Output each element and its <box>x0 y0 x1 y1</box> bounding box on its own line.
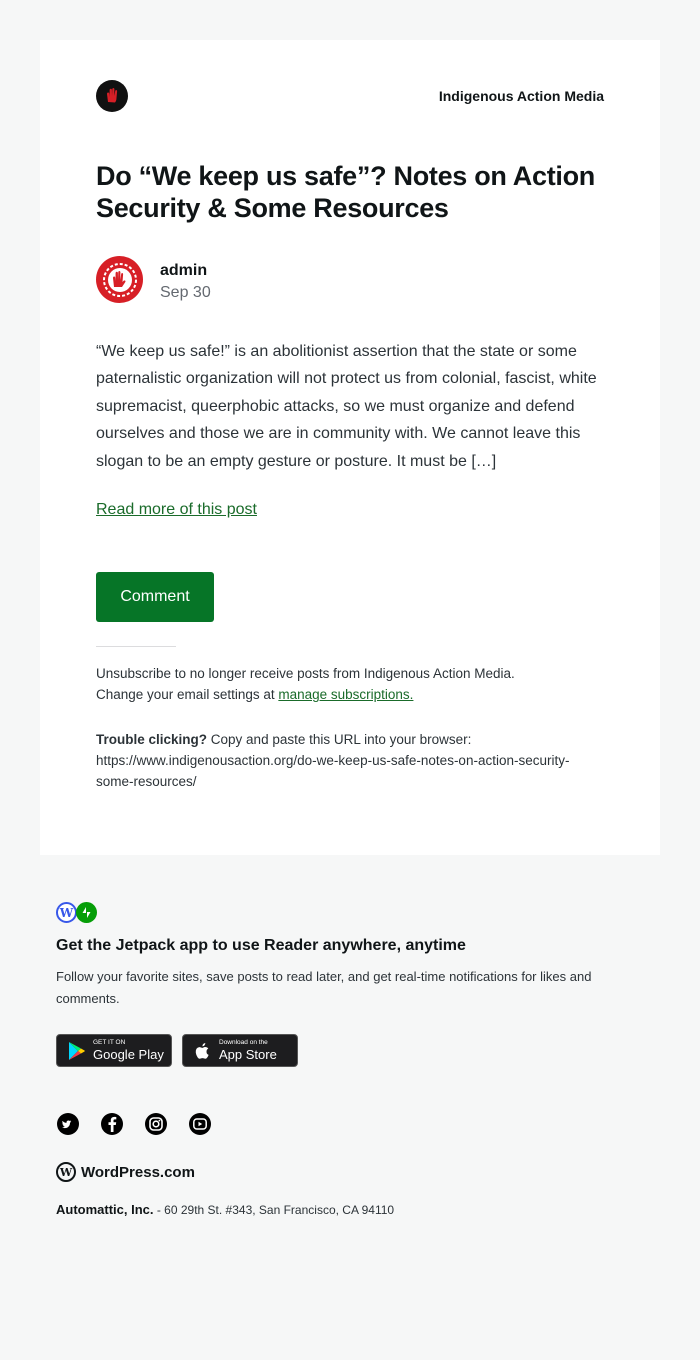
youtube-icon[interactable] <box>189 1113 211 1135</box>
trouble-clicking-info <box>96 729 608 792</box>
trouble-label: Trouble clicking? <box>96 732 208 747</box>
jetpack-heading: Get the Jetpack app to use Reader anywhere, anytime <box>56 937 466 954</box>
google-play-small-text: GET IT ON <box>93 1039 126 1047</box>
instagram-icon[interactable] <box>145 1113 167 1135</box>
post-url-line1: https://www.indigenousaction.org/do-we-keep-us-safe-notes-on-action-security- <box>96 753 570 768</box>
author-name[interactable]: admin <box>160 262 208 279</box>
trouble-text: Copy and paste this URL into your browser: <box>207 732 472 747</box>
site-logo-icon[interactable] <box>96 80 128 112</box>
google-play-button[interactable] <box>56 1034 172 1067</box>
read-more-link[interactable]: Read more of this post <box>96 501 257 518</box>
footer-logos <box>56 902 97 923</box>
jetpack-description: Follow your favorite sites, save posts to read later, and get real-time notifications for likes and comments. <box>56 969 592 1006</box>
post-url-line2: some-resources/ <box>96 774 197 789</box>
app-store-button[interactable] <box>182 1034 298 1067</box>
site-name[interactable]: Indigenous Action Media <box>438 88 604 104</box>
apple-icon <box>193 1040 213 1062</box>
wordpress-logo-icon: W <box>56 1162 76 1182</box>
author-avatar[interactable] <box>96 256 143 303</box>
jetpack-icon <box>76 902 97 923</box>
divider <box>96 646 176 647</box>
red-hand-avatar-icon <box>100 260 140 300</box>
unsubscribe-text[interactable]: Unsubscribe to no longer receive posts from Indigenous Action Media. <box>96 666 515 681</box>
app-store-big-text: App Store <box>219 1046 277 1062</box>
wordpress-com-brand[interactable] <box>56 1162 195 1182</box>
wordpress-icon: W <box>56 902 77 923</box>
manage-subscriptions-link[interactable]: manage subscriptions. <box>278 687 414 702</box>
company-address <box>56 1202 394 1217</box>
google-play-big-text: Google Play <box>93 1046 164 1062</box>
post-excerpt: “We keep us safe!” is an abolitionist assertion that the state or some paternalistic organization will not protect us from colonial, fascist, white supremacist, queerphobic attacks, so we must organize and defend ourselves and those we are in community with. We cannot leave this slogan to be an empty gesture or posture. It must be […] <box>96 343 597 470</box>
post-title[interactable]: Do “We keep us safe”? Notes on Action Security & Some Resources <box>96 161 595 223</box>
comment-button[interactable]: Comment <box>96 572 214 622</box>
address-text: - 60 29th St. #343, San Francisco, CA 94110 <box>153 1203 395 1217</box>
google-play-icon <box>65 1040 87 1062</box>
post-date: Sep 30 <box>160 284 211 301</box>
twitter-icon[interactable] <box>57 1113 79 1135</box>
unsubscribe-info <box>96 663 515 705</box>
wordpress-com-text: WordPress.com <box>81 1163 195 1181</box>
email-card <box>40 40 660 855</box>
change-settings-text: Change your email settings at <box>96 687 279 702</box>
facebook-icon[interactable] <box>101 1113 123 1135</box>
company-name: Automattic, Inc. <box>56 1202 154 1217</box>
app-store-small-text: Download on the <box>219 1039 268 1047</box>
